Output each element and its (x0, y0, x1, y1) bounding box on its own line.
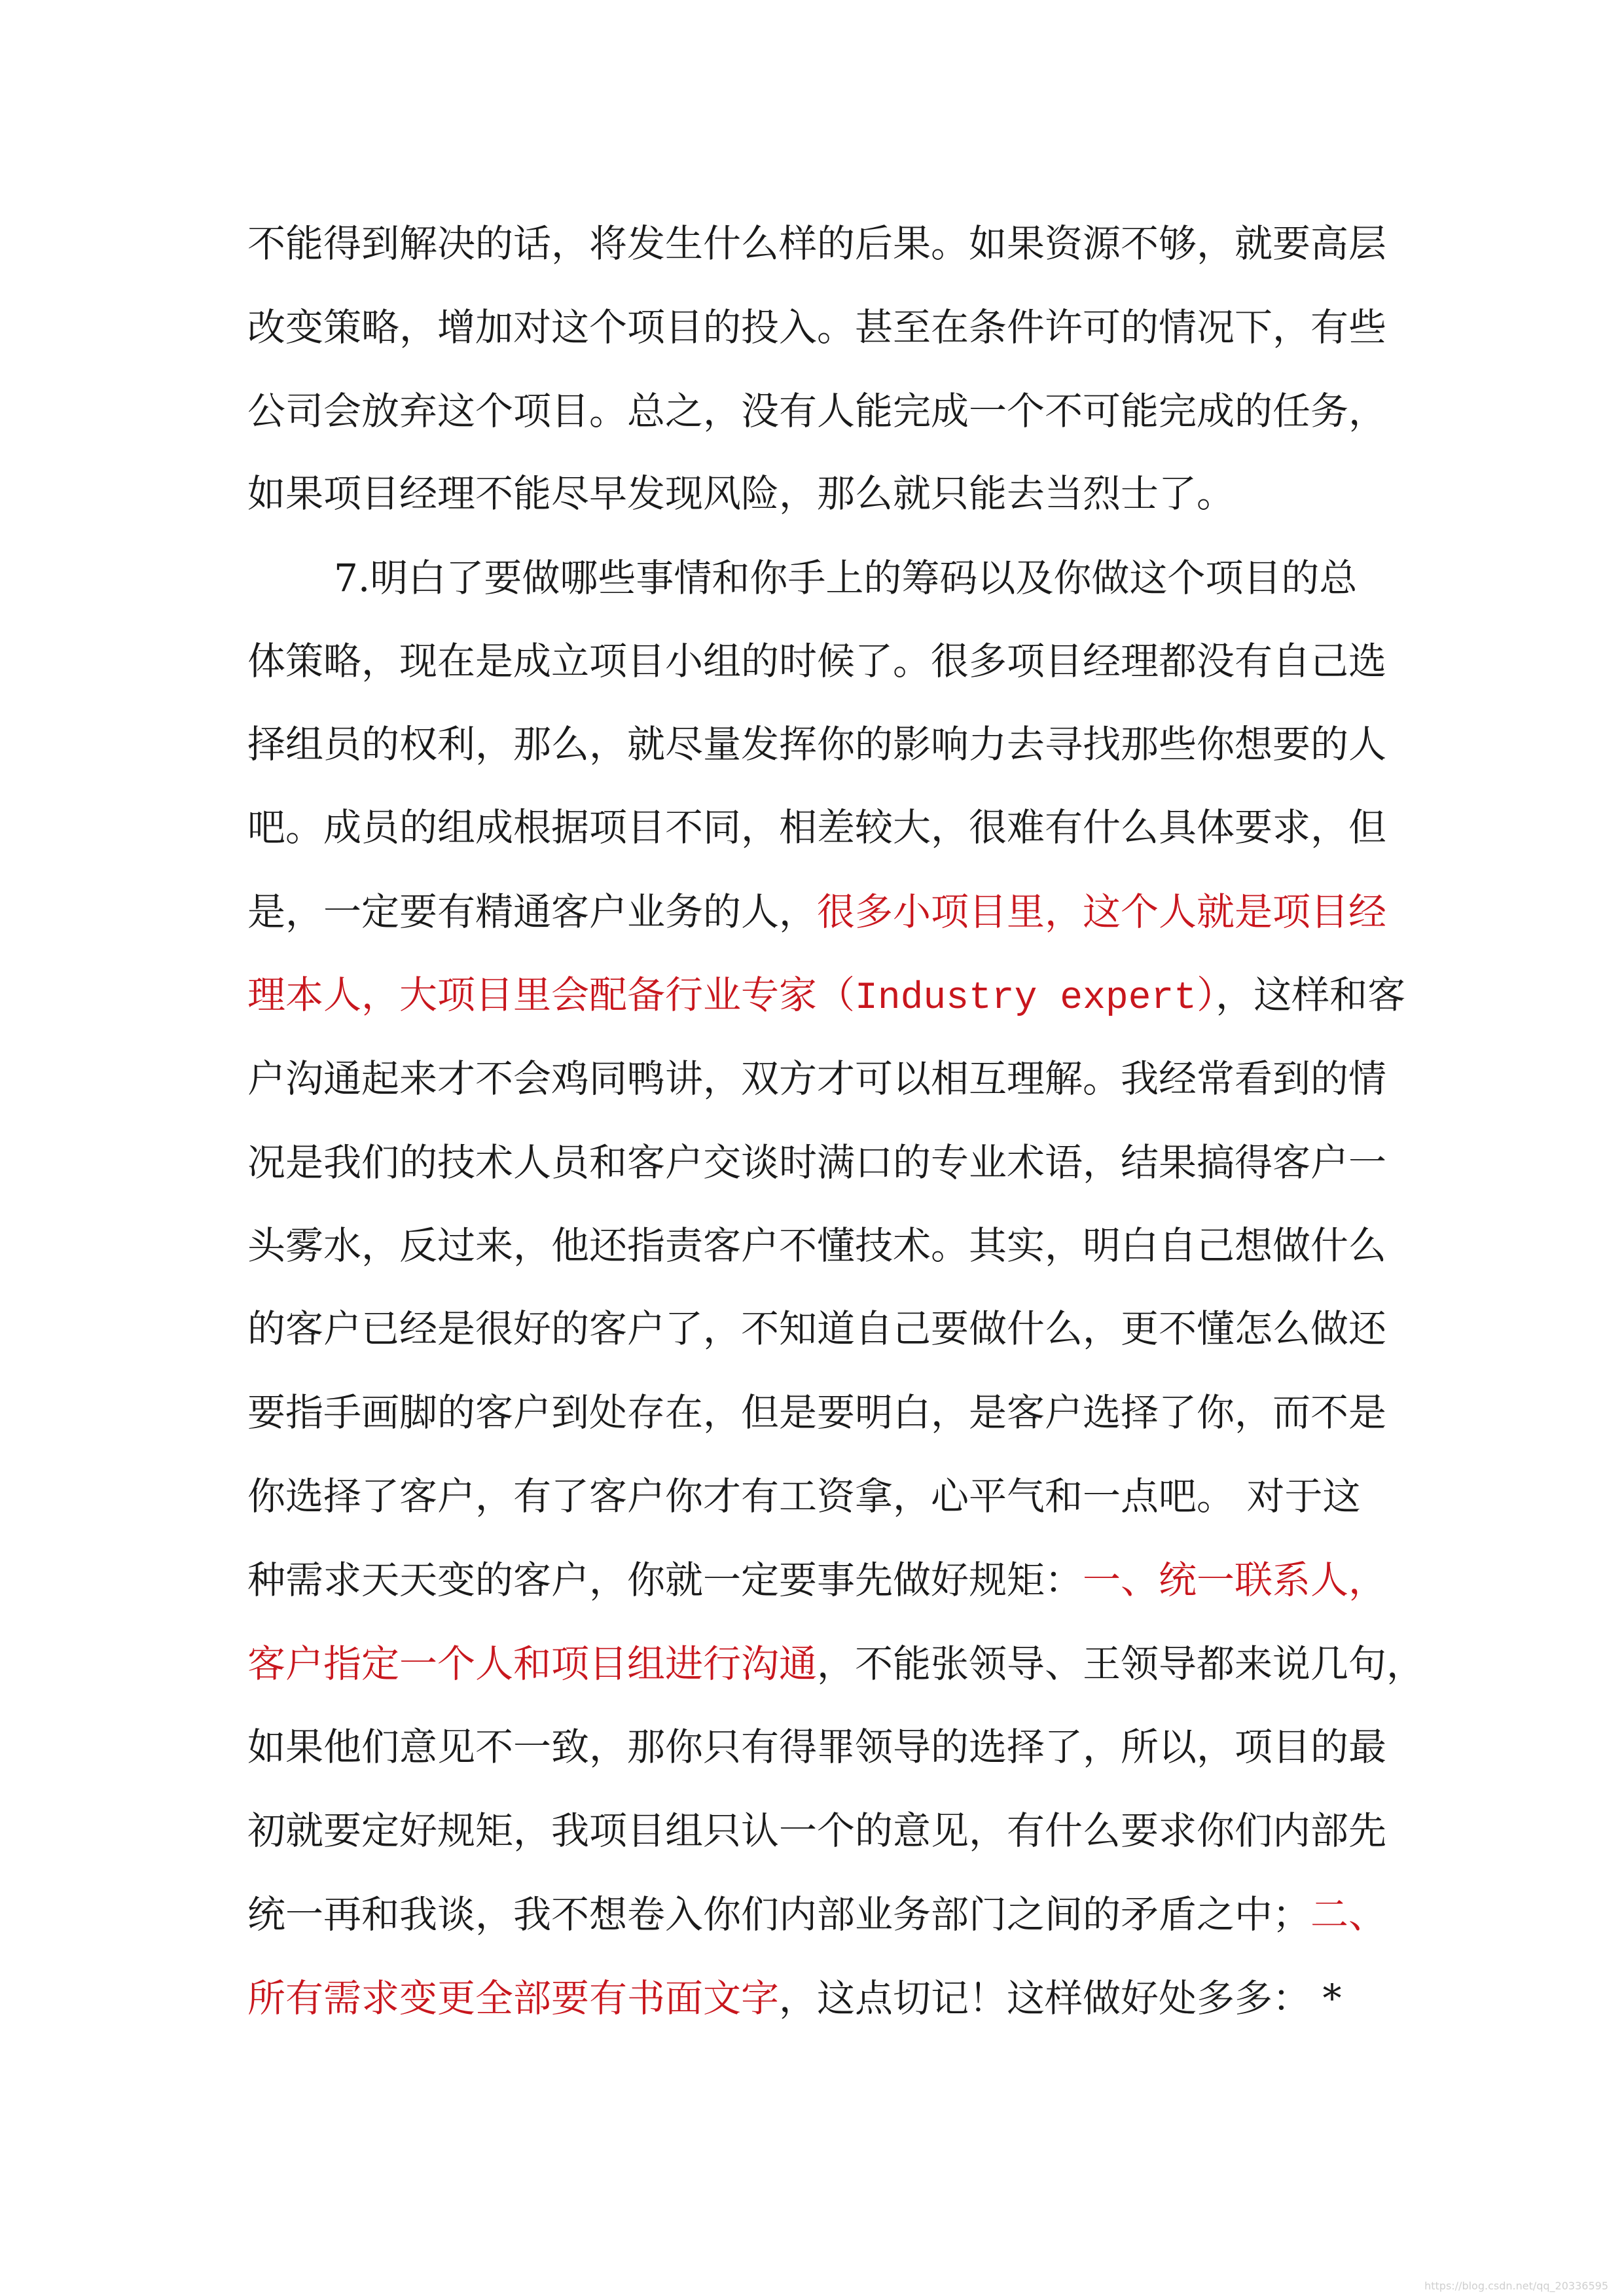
text-line (247, 1959, 1341, 2037)
text-line (247, 1039, 1386, 1118)
text-line (247, 204, 1386, 283)
line-text: 改变策略，增加对这个项目的投入。甚至在条件许可的情况下，有些 (247, 305, 1387, 350)
line-text: 户沟通起来才不会鸡同鸭讲，双方才可以相互理解。我经常看到的情 (247, 1056, 1387, 1101)
text-line (247, 872, 1386, 951)
text-line (247, 1373, 1386, 1452)
text-line (247, 956, 1405, 1034)
highlighted-text-latin: Industry expert (855, 977, 1197, 1020)
text-line-paragraph-start (334, 539, 1357, 617)
text-line (247, 288, 1386, 367)
text-line (247, 1206, 1386, 1285)
line-text: 是，一定要有精通客户业务的人， (247, 889, 818, 934)
line-text: 体策略，现在是成立项目小组的时候了。很多项目经理都没有自己选 (247, 639, 1387, 683)
text-line (247, 622, 1386, 700)
text-line (247, 372, 1386, 450)
line-text: 你选择了客户，有了客户你才有工资拿，心平气和一点吧。 对于这 (247, 1474, 1361, 1518)
line-text: 7.明白了要做哪些事情和你手上的筹码以及你做这个项目的总 (334, 556, 1358, 600)
text-line (247, 1541, 1386, 1619)
line-text: 的客户已经是很好的客户了，不知道自己要做什么，更不懂怎么做还 (247, 1306, 1387, 1351)
text-line (247, 1708, 1386, 1786)
line-text: 统一再和我谈，我不想卷入你们内部业务部门之间的矛盾之中； (247, 1892, 1311, 1937)
line-text: 如果他们意见不一致，那你只有得罪领导的选择了，所以，项目的最 (247, 1725, 1387, 1769)
line-text: ，这点切记！这样做好处多多： * (779, 1976, 1342, 2020)
line-text: 不能得到解决的话，将发生什么样的后果。如果资源不够，就要高层 (247, 221, 1387, 266)
line-text: ，这样和客 (1216, 973, 1406, 1017)
line-text: ，不能张领导、王领导都来说几句， (817, 1641, 1425, 1686)
highlighted-text: 客户指定一个人和项目组进行沟通 (247, 1641, 818, 1686)
text-line (247, 705, 1386, 783)
text-line (247, 454, 1235, 533)
line-text: 初就要定好规矩，我项目组只认一个的意见，有什么要求你们内部先 (247, 1808, 1387, 1853)
line-text: 要指手画脚的客户到处存在，但是要明白，是客户选择了你，而不是 (247, 1390, 1387, 1435)
text-line (247, 788, 1386, 867)
text-line (247, 1457, 1360, 1535)
highlighted-text: 一、统一联系人， (1083, 1558, 1387, 1602)
line-text: 头雾水，反过来，他还指责客户不懂技术。其实，明白自己想做什么 (247, 1223, 1387, 1268)
highlighted-text: 二、 (1310, 1892, 1387, 1937)
text-line (247, 1791, 1386, 1870)
highlighted-text: 理本人，大项目里会配备行业专家（ (247, 973, 856, 1017)
line-text: 公司会放弃这个项目。总之，没有人能完成一个不可能完成的任务， (247, 389, 1387, 433)
text-line (247, 1875, 1386, 1954)
line-text: 择组员的权利，那么，就尽量发挥你的影响力去寻找那些你想要的人 (247, 722, 1387, 766)
text-line (247, 1123, 1386, 1202)
text-line (247, 1624, 1424, 1703)
line-text: 如果项目经理不能尽早发现风险，那么就只能去当烈士了。 (247, 471, 1235, 516)
highlighted-text: 所有需求变更全部要有书面文字 (247, 1976, 780, 2020)
line-text: 种需求天天变的客户，你就一定要事先做好规矩： (247, 1558, 1083, 1602)
source-watermark: https://blog.csdn.net/qq_20336595 (1424, 2280, 1608, 2292)
highlighted-text: ） (1197, 973, 1216, 1017)
highlighted-text: 很多小项目里，这个人就是项目经 (817, 889, 1387, 934)
text-line (247, 1289, 1386, 1368)
line-text: 吧。成员的组成根据项目不同，相差较大，很难有什么具体要求，但 (247, 805, 1387, 850)
line-text: 况是我们的技术人员和客户交谈时满口的专业术语，结果搞得客户一 (247, 1140, 1387, 1185)
